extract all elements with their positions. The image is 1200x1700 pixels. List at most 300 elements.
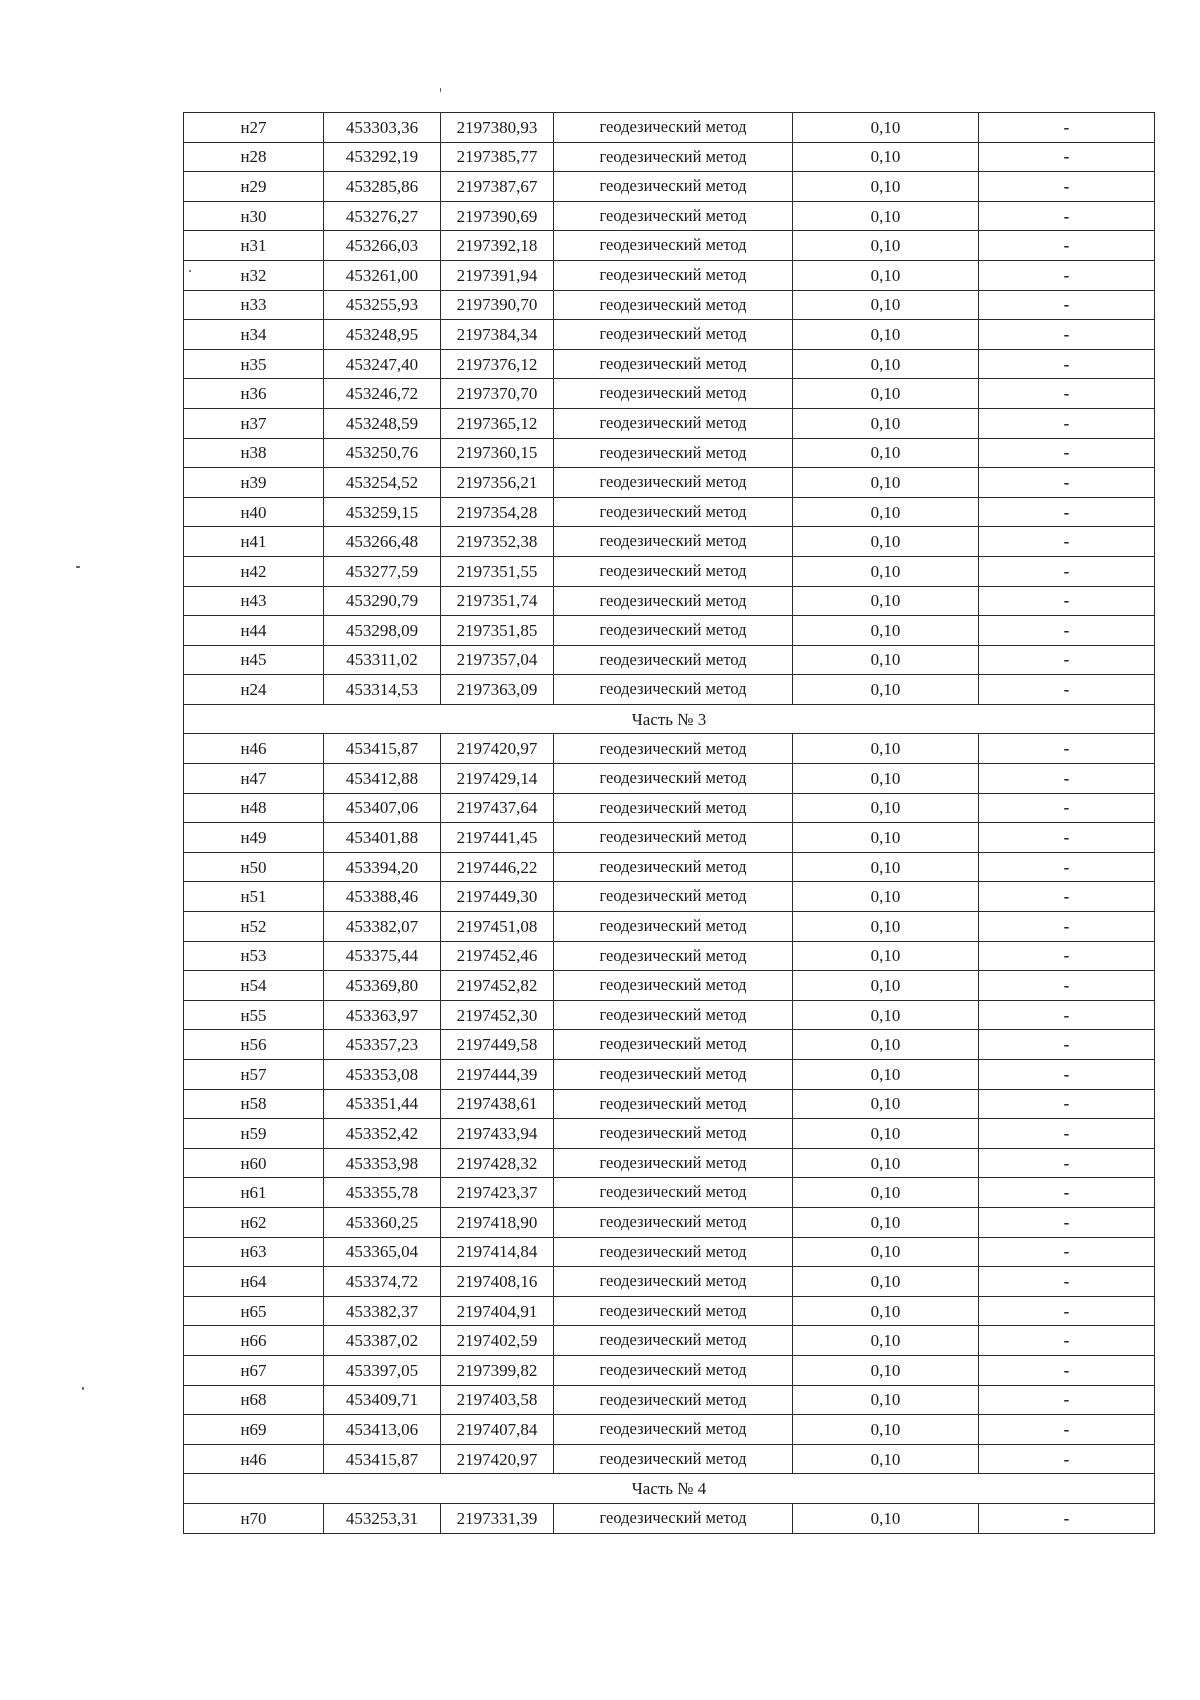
method-cell: геодезический метод	[554, 793, 793, 823]
method-cell: геодезический метод	[554, 172, 793, 202]
table-row	[184, 408, 1155, 438]
method-cell: геодезический метод	[554, 1326, 793, 1356]
y-coordinate-cell: 2197418,90	[441, 1207, 554, 1237]
table-row	[184, 468, 1155, 498]
table-row	[184, 616, 1155, 646]
point-name-cell: н55	[184, 1000, 324, 1030]
precision-cell: 0,10	[793, 497, 979, 527]
x-coordinate-cell: 453266,48	[324, 527, 441, 557]
method-cell: геодезический метод	[554, 320, 793, 350]
note-cell: -	[979, 497, 1155, 527]
note-cell: -	[979, 793, 1155, 823]
y-coordinate-cell: 2197402,59	[441, 1326, 554, 1356]
y-coordinate-cell: 2197433,94	[441, 1119, 554, 1149]
precision-cell: 0,10	[793, 586, 979, 616]
precision-cell: 0,10	[793, 1296, 979, 1326]
precision-cell: 0,10	[793, 971, 979, 1001]
table-row	[184, 1355, 1155, 1385]
note-cell: -	[979, 231, 1155, 261]
table-row	[184, 1267, 1155, 1297]
precision-cell: 0,10	[793, 408, 979, 438]
coordinates-table-body	[184, 113, 1155, 1534]
part-header-label: Часть № 3	[184, 704, 1155, 734]
point-name-cell: н56	[184, 1030, 324, 1060]
x-coordinate-cell: 453351,44	[324, 1089, 441, 1119]
note-cell: -	[979, 290, 1155, 320]
method-cell: геодезический метод	[554, 1148, 793, 1178]
scan-speck	[76, 566, 80, 568]
note-cell: -	[979, 1415, 1155, 1445]
method-cell: геодезический метод	[554, 1119, 793, 1149]
method-cell: геодезический метод	[554, 1178, 793, 1208]
y-coordinate-cell: 2197363,09	[441, 675, 554, 705]
table-row	[184, 527, 1155, 557]
x-coordinate-cell: 453394,20	[324, 852, 441, 882]
x-coordinate-cell: 453314,53	[324, 675, 441, 705]
precision-cell: 0,10	[793, 823, 979, 853]
note-cell: -	[979, 438, 1155, 468]
y-coordinate-cell: 2197385,77	[441, 142, 554, 172]
table-row	[184, 1503, 1155, 1533]
note-cell: -	[979, 882, 1155, 912]
precision-cell: 0,10	[793, 912, 979, 942]
table-row	[184, 1060, 1155, 1090]
precision-cell: 0,10	[793, 1237, 979, 1267]
y-coordinate-cell: 2197390,70	[441, 290, 554, 320]
method-cell: геодезический метод	[554, 852, 793, 882]
x-coordinate-cell: 453285,86	[324, 172, 441, 202]
table-row	[184, 1444, 1155, 1474]
table-row	[184, 1030, 1155, 1060]
y-coordinate-cell: 2197444,39	[441, 1060, 554, 1090]
method-cell: геодезический метод	[554, 1030, 793, 1060]
y-coordinate-cell: 2197391,94	[441, 260, 554, 290]
x-coordinate-cell: 453387,02	[324, 1326, 441, 1356]
y-coordinate-cell: 2197380,93	[441, 113, 554, 143]
y-coordinate-cell: 2197449,30	[441, 882, 554, 912]
part-header-label: Часть № 4	[184, 1474, 1155, 1504]
x-coordinate-cell: 453374,72	[324, 1267, 441, 1297]
note-cell: -	[979, 1089, 1155, 1119]
point-name-cell: н69	[184, 1415, 324, 1445]
x-coordinate-cell: 453311,02	[324, 645, 441, 675]
x-coordinate-cell: 453365,04	[324, 1237, 441, 1267]
y-coordinate-cell: 2197390,69	[441, 201, 554, 231]
method-cell: геодезический метод	[554, 734, 793, 764]
table-row	[184, 1326, 1155, 1356]
table-row	[184, 201, 1155, 231]
note-cell: -	[979, 1119, 1155, 1149]
x-coordinate-cell: 453292,19	[324, 142, 441, 172]
table-row	[184, 734, 1155, 764]
precision-cell: 0,10	[793, 349, 979, 379]
note-cell: -	[979, 320, 1155, 350]
note-cell: -	[979, 1148, 1155, 1178]
point-name-cell: н27	[184, 113, 324, 143]
method-cell: геодезический метод	[554, 941, 793, 971]
x-coordinate-cell: 453246,72	[324, 379, 441, 409]
table-row	[184, 113, 1155, 143]
table-row	[184, 1207, 1155, 1237]
x-coordinate-cell: 453352,42	[324, 1119, 441, 1149]
point-name-cell: н40	[184, 497, 324, 527]
table-row	[184, 1000, 1155, 1030]
x-coordinate-cell: 453255,93	[324, 290, 441, 320]
note-cell: -	[979, 113, 1155, 143]
point-name-cell: н33	[184, 290, 324, 320]
precision-cell: 0,10	[793, 260, 979, 290]
method-cell: геодезический метод	[554, 1000, 793, 1030]
table-row	[184, 142, 1155, 172]
point-name-cell: н68	[184, 1385, 324, 1415]
method-cell: геодезический метод	[554, 556, 793, 586]
point-name-cell: н46	[184, 734, 324, 764]
point-name-cell: н45	[184, 645, 324, 675]
note-cell: -	[979, 468, 1155, 498]
method-cell: геодезический метод	[554, 823, 793, 853]
table-row	[184, 1415, 1155, 1445]
y-coordinate-cell: 2197392,18	[441, 231, 554, 261]
point-name-cell: н34	[184, 320, 324, 350]
x-coordinate-cell: 453363,97	[324, 1000, 441, 1030]
note-cell: -	[979, 1030, 1155, 1060]
table-row	[184, 645, 1155, 675]
table-row	[184, 793, 1155, 823]
point-name-cell: н66	[184, 1326, 324, 1356]
y-coordinate-cell: 2197438,61	[441, 1089, 554, 1119]
precision-cell: 0,10	[793, 1060, 979, 1090]
x-coordinate-cell: 453298,09	[324, 616, 441, 646]
point-name-cell: н48	[184, 793, 324, 823]
precision-cell: 0,10	[793, 675, 979, 705]
x-coordinate-cell: 453248,59	[324, 408, 441, 438]
precision-cell: 0,10	[793, 438, 979, 468]
point-name-cell: н61	[184, 1178, 324, 1208]
method-cell: геодезический метод	[554, 497, 793, 527]
y-coordinate-cell: 2197376,12	[441, 349, 554, 379]
note-cell: -	[979, 1296, 1155, 1326]
method-cell: геодезический метод	[554, 290, 793, 320]
note-cell: -	[979, 172, 1155, 202]
point-name-cell: н36	[184, 379, 324, 409]
note-cell: -	[979, 645, 1155, 675]
method-cell: геодезический метод	[554, 1060, 793, 1090]
precision-cell: 0,10	[793, 1355, 979, 1385]
precision-cell: 0,10	[793, 734, 979, 764]
point-name-cell: н51	[184, 882, 324, 912]
table-row	[184, 497, 1155, 527]
x-coordinate-cell: 453254,52	[324, 468, 441, 498]
x-coordinate-cell: 453259,15	[324, 497, 441, 527]
method-cell: геодезический метод	[554, 113, 793, 143]
table-row	[184, 349, 1155, 379]
precision-cell: 0,10	[793, 1148, 979, 1178]
point-name-cell: н46	[184, 1444, 324, 1474]
method-cell: геодезический метод	[554, 379, 793, 409]
y-coordinate-cell: 2197452,82	[441, 971, 554, 1001]
y-coordinate-cell: 2197420,97	[441, 734, 554, 764]
note-cell: -	[979, 1237, 1155, 1267]
y-coordinate-cell: 2197408,16	[441, 1267, 554, 1297]
x-coordinate-cell: 453247,40	[324, 349, 441, 379]
table-row	[184, 1148, 1155, 1178]
method-cell: геодезический метод	[554, 971, 793, 1001]
table-row	[184, 1089, 1155, 1119]
point-name-cell: н41	[184, 527, 324, 557]
part-header-row	[184, 1474, 1155, 1504]
precision-cell: 0,10	[793, 616, 979, 646]
table-row	[184, 1296, 1155, 1326]
table-row	[184, 556, 1155, 586]
y-coordinate-cell: 2197356,21	[441, 468, 554, 498]
point-name-cell: н50	[184, 852, 324, 882]
y-coordinate-cell: 2197446,22	[441, 852, 554, 882]
method-cell: геодезический метод	[554, 349, 793, 379]
scan-speck	[82, 1387, 84, 1390]
method-cell: геодезический метод	[554, 231, 793, 261]
y-coordinate-cell: 2197423,37	[441, 1178, 554, 1208]
method-cell: геодезический метод	[554, 468, 793, 498]
method-cell: геодезический метод	[554, 260, 793, 290]
method-cell: геодезический метод	[554, 912, 793, 942]
x-coordinate-cell: 453353,98	[324, 1148, 441, 1178]
y-coordinate-cell: 2197403,58	[441, 1385, 554, 1415]
method-cell: геодезический метод	[554, 882, 793, 912]
x-coordinate-cell: 453382,07	[324, 912, 441, 942]
x-coordinate-cell: 453261,00	[324, 260, 441, 290]
y-coordinate-cell: 2197351,74	[441, 586, 554, 616]
point-name-cell: н37	[184, 408, 324, 438]
precision-cell: 0,10	[793, 1000, 979, 1030]
table-row	[184, 379, 1155, 409]
note-cell: -	[979, 1385, 1155, 1415]
point-name-cell: н63	[184, 1237, 324, 1267]
table-row	[184, 764, 1155, 794]
x-coordinate-cell: 453375,44	[324, 941, 441, 971]
y-coordinate-cell: 2197360,15	[441, 438, 554, 468]
precision-cell: 0,10	[793, 290, 979, 320]
point-name-cell: н35	[184, 349, 324, 379]
table-row	[184, 971, 1155, 1001]
precision-cell: 0,10	[793, 1326, 979, 1356]
x-coordinate-cell: 453290,79	[324, 586, 441, 616]
precision-cell: 0,10	[793, 764, 979, 794]
precision-cell: 0,10	[793, 1267, 979, 1297]
point-name-cell: н49	[184, 823, 324, 853]
note-cell: -	[979, 764, 1155, 794]
note-cell: -	[979, 941, 1155, 971]
note-cell: -	[979, 823, 1155, 853]
x-coordinate-cell: 453388,46	[324, 882, 441, 912]
precision-cell: 0,10	[793, 468, 979, 498]
method-cell: геодезический метод	[554, 1415, 793, 1445]
point-name-cell: н53	[184, 941, 324, 971]
x-coordinate-cell: 453303,36	[324, 113, 441, 143]
x-coordinate-cell: 453277,59	[324, 556, 441, 586]
point-name-cell: н42	[184, 556, 324, 586]
y-coordinate-cell: 2197370,70	[441, 379, 554, 409]
precision-cell: 0,10	[793, 882, 979, 912]
table-row	[184, 438, 1155, 468]
y-coordinate-cell: 2197441,45	[441, 823, 554, 853]
table-row	[184, 1178, 1155, 1208]
precision-cell: 0,10	[793, 1207, 979, 1237]
note-cell: -	[979, 260, 1155, 290]
precision-cell: 0,10	[793, 941, 979, 971]
precision-cell: 0,10	[793, 556, 979, 586]
note-cell: -	[979, 971, 1155, 1001]
y-coordinate-cell: 2197354,28	[441, 497, 554, 527]
y-coordinate-cell: 2197420,97	[441, 1444, 554, 1474]
point-name-cell: н67	[184, 1355, 324, 1385]
point-name-cell: н28	[184, 142, 324, 172]
note-cell: -	[979, 675, 1155, 705]
y-coordinate-cell: 2197437,64	[441, 793, 554, 823]
precision-cell: 0,10	[793, 113, 979, 143]
note-cell: -	[979, 201, 1155, 231]
y-coordinate-cell: 2197387,67	[441, 172, 554, 202]
note-cell: -	[979, 349, 1155, 379]
precision-cell: 0,10	[793, 1119, 979, 1149]
table-row	[184, 1385, 1155, 1415]
point-name-cell: н65	[184, 1296, 324, 1326]
point-name-cell: н29	[184, 172, 324, 202]
y-coordinate-cell: 2197351,55	[441, 556, 554, 586]
x-coordinate-cell: 453415,87	[324, 734, 441, 764]
y-coordinate-cell: 2197352,38	[441, 527, 554, 557]
table-row	[184, 941, 1155, 971]
y-coordinate-cell: 2197452,46	[441, 941, 554, 971]
method-cell: геодезический метод	[554, 201, 793, 231]
method-cell: геодезический метод	[554, 645, 793, 675]
method-cell: геодезический метод	[554, 1385, 793, 1415]
point-name-cell: н57	[184, 1060, 324, 1090]
y-coordinate-cell: 2197365,12	[441, 408, 554, 438]
note-cell: -	[979, 734, 1155, 764]
note-cell: -	[979, 1178, 1155, 1208]
precision-cell: 0,10	[793, 645, 979, 675]
point-name-cell: н31	[184, 231, 324, 261]
precision-cell: 0,10	[793, 231, 979, 261]
note-cell: -	[979, 1000, 1155, 1030]
note-cell: -	[979, 142, 1155, 172]
x-coordinate-cell: 453253,31	[324, 1503, 441, 1533]
x-coordinate-cell: 453409,71	[324, 1385, 441, 1415]
precision-cell: 0,10	[793, 142, 979, 172]
precision-cell: 0,10	[793, 1385, 979, 1415]
method-cell: геодезический метод	[554, 616, 793, 646]
x-coordinate-cell: 453250,76	[324, 438, 441, 468]
precision-cell: 0,10	[793, 172, 979, 202]
note-cell: -	[979, 1503, 1155, 1533]
precision-cell: 0,10	[793, 1030, 979, 1060]
precision-cell: 0,10	[793, 1503, 979, 1533]
note-cell: -	[979, 852, 1155, 882]
method-cell: геодезический метод	[554, 675, 793, 705]
table-row	[184, 823, 1155, 853]
method-cell: геодезический метод	[554, 1237, 793, 1267]
precision-cell: 0,10	[793, 1444, 979, 1474]
precision-cell: 0,10	[793, 852, 979, 882]
precision-cell: 0,10	[793, 201, 979, 231]
method-cell: геодезический метод	[554, 1089, 793, 1119]
table-row	[184, 882, 1155, 912]
point-name-cell: н54	[184, 971, 324, 1001]
note-cell: -	[979, 527, 1155, 557]
point-name-cell: н24	[184, 675, 324, 705]
scan-speck	[189, 270, 191, 272]
y-coordinate-cell: 2197449,58	[441, 1030, 554, 1060]
method-cell: геодезический метод	[554, 1355, 793, 1385]
precision-cell: 0,10	[793, 379, 979, 409]
point-name-cell: н70	[184, 1503, 324, 1533]
note-cell: -	[979, 1444, 1155, 1474]
table-row	[184, 912, 1155, 942]
x-coordinate-cell: 453413,06	[324, 1415, 441, 1445]
method-cell: геодезический метод	[554, 1267, 793, 1297]
method-cell: геодезический метод	[554, 438, 793, 468]
point-name-cell: н60	[184, 1148, 324, 1178]
x-coordinate-cell: 453353,08	[324, 1060, 441, 1090]
table-row	[184, 320, 1155, 350]
table-row	[184, 231, 1155, 261]
point-name-cell: н52	[184, 912, 324, 942]
y-coordinate-cell: 2197414,84	[441, 1237, 554, 1267]
point-name-cell: н38	[184, 438, 324, 468]
table-row	[184, 260, 1155, 290]
y-coordinate-cell: 2197399,82	[441, 1355, 554, 1385]
x-coordinate-cell: 453382,37	[324, 1296, 441, 1326]
x-coordinate-cell: 453355,78	[324, 1178, 441, 1208]
x-coordinate-cell: 453407,06	[324, 793, 441, 823]
y-coordinate-cell: 2197357,04	[441, 645, 554, 675]
point-name-cell: н64	[184, 1267, 324, 1297]
y-coordinate-cell: 2197351,85	[441, 616, 554, 646]
point-name-cell: н32	[184, 260, 324, 290]
y-coordinate-cell: 2197428,32	[441, 1148, 554, 1178]
x-coordinate-cell: 453266,03	[324, 231, 441, 261]
note-cell: -	[979, 1060, 1155, 1090]
method-cell: геодезический метод	[554, 764, 793, 794]
table-row	[184, 675, 1155, 705]
table-row	[184, 172, 1155, 202]
x-coordinate-cell: 453248,95	[324, 320, 441, 350]
precision-cell: 0,10	[793, 320, 979, 350]
x-coordinate-cell: 453360,25	[324, 1207, 441, 1237]
y-coordinate-cell: 2197384,34	[441, 320, 554, 350]
x-coordinate-cell: 453401,88	[324, 823, 441, 853]
method-cell: геодезический метод	[554, 1503, 793, 1533]
point-name-cell: н44	[184, 616, 324, 646]
y-coordinate-cell: 2197331,39	[441, 1503, 554, 1533]
method-cell: геодезический метод	[554, 527, 793, 557]
note-cell: -	[979, 556, 1155, 586]
note-cell: -	[979, 586, 1155, 616]
point-name-cell: н58	[184, 1089, 324, 1119]
x-coordinate-cell: 453357,23	[324, 1030, 441, 1060]
note-cell: -	[979, 408, 1155, 438]
point-name-cell: н39	[184, 468, 324, 498]
y-coordinate-cell: 2197407,84	[441, 1415, 554, 1445]
note-cell: -	[979, 912, 1155, 942]
precision-cell: 0,10	[793, 793, 979, 823]
table-row	[184, 1237, 1155, 1267]
method-cell: геодезический метод	[554, 1444, 793, 1474]
method-cell: геодезический метод	[554, 586, 793, 616]
precision-cell: 0,10	[793, 1415, 979, 1445]
y-coordinate-cell: 2197451,08	[441, 912, 554, 942]
x-coordinate-cell: 453415,87	[324, 1444, 441, 1474]
